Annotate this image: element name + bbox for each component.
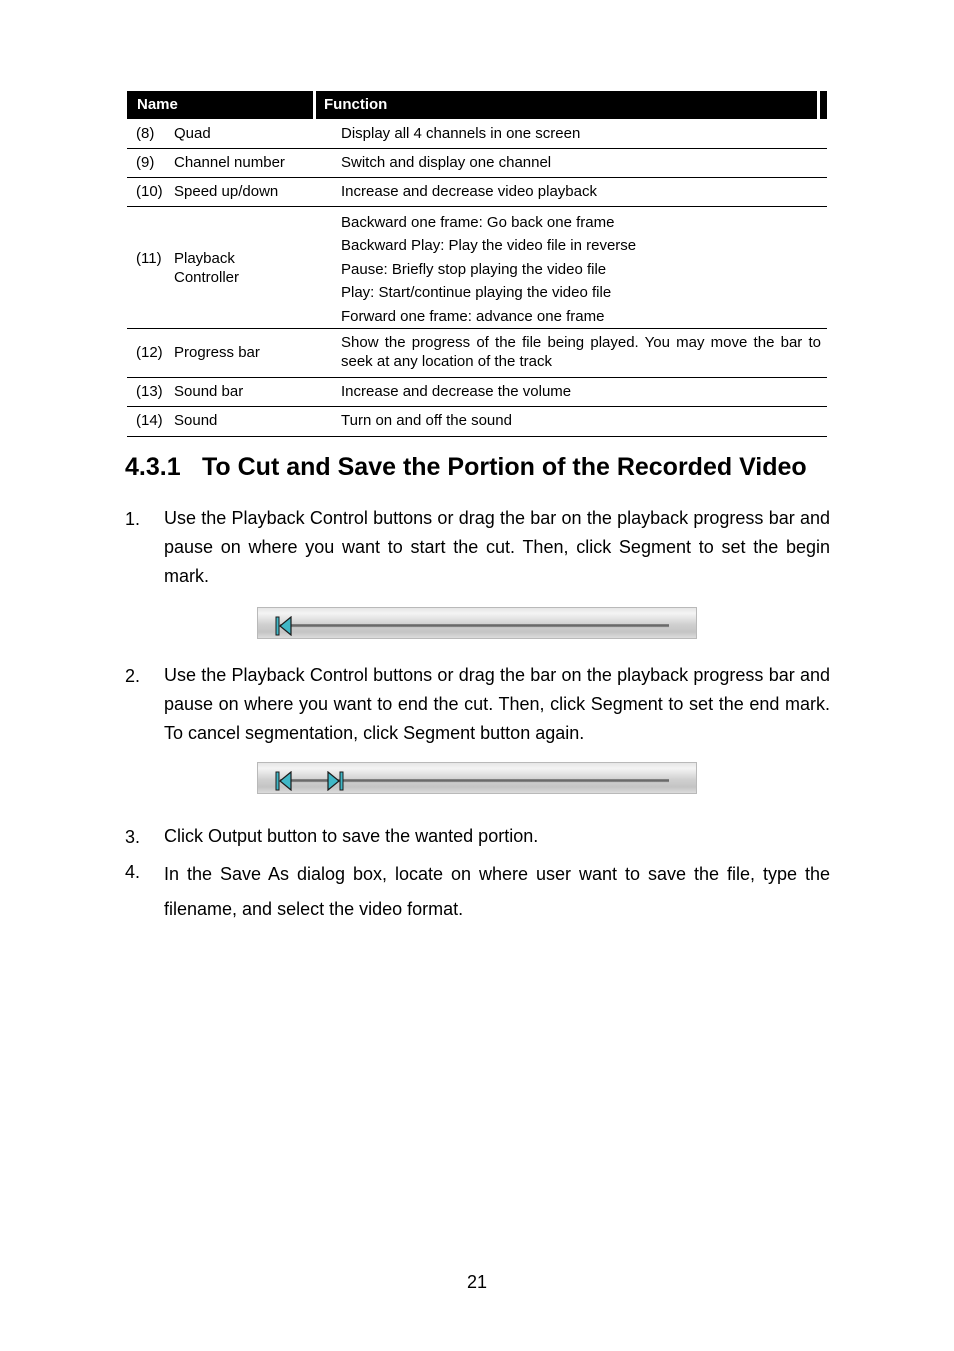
row-function: Increase and decrease video playback (341, 183, 597, 200)
function-line: Play: Start/continue playing the video file (341, 284, 612, 302)
step-number: 3. (125, 827, 141, 847)
row-function: Increase and decrease the volume (341, 383, 572, 400)
function-line: Backward Play: Play the video file in reverse (341, 237, 637, 255)
row-number: (10) (136, 183, 163, 200)
row-name: Sound bar (174, 383, 244, 400)
progress-track (280, 624, 669, 628)
row-name-line: Playback (174, 250, 235, 267)
section-title: To Cut and Save the Portion of the Recorded Video (202, 453, 807, 481)
function-line: Backward one frame: Go back one frame (341, 214, 615, 231)
row-number: (13) (136, 383, 163, 400)
table-row (127, 119, 827, 149)
step-text: Use the Playback Control buttons or drag the bar on the playback progress bar and pause on where you want to start the cut. Then, click Segment to set the begin mark. (164, 508, 830, 586)
header-function: Function (324, 96, 388, 113)
segment-begin-mark-icon (275, 616, 295, 636)
page-number: 21 (466, 1272, 488, 1292)
table-row (127, 207, 827, 329)
row-number: (11) (136, 250, 162, 267)
row-function: Display all 4 channels in one screen (341, 125, 581, 142)
segment-end-mark-icon (325, 771, 345, 791)
step-number: 1. (125, 509, 141, 529)
row-function (341, 211, 821, 328)
header-divider (817, 91, 820, 119)
row-number: (14) (136, 412, 163, 429)
row-name: Quad (174, 125, 211, 142)
step-text: Click Output button to save the wanted portion. (164, 826, 539, 846)
row-name: Progress bar (174, 344, 260, 361)
function-line: Forward one frame: advance one frame (341, 307, 605, 325)
row-function: Switch and display one channel (341, 154, 552, 171)
row-name: Channel number (174, 154, 285, 171)
row-number: (12) (136, 344, 163, 361)
step-number: 4. (125, 862, 141, 882)
step-text: Use the Playback Control buttons or drag the bar on the playback progress bar and pause on where you want to end the cut. Then, click Segment to set the end mark. To cancel segmentation, click Segment button again. (164, 665, 830, 743)
table-row (127, 378, 827, 407)
function-line: Pause: Briefly stop playing the video file (341, 260, 607, 278)
table-row (127, 149, 827, 178)
step-number: 2. (125, 666, 141, 686)
table-header (127, 91, 827, 119)
row-name (174, 249, 324, 287)
header-name: Name (137, 96, 178, 113)
section-heading (125, 453, 807, 482)
function-table (127, 91, 827, 437)
section-number: 4.3.1 (125, 453, 181, 481)
table-row (127, 407, 827, 437)
progress-bar-figure-begin (257, 607, 697, 639)
row-function: Show the progress of the file being played. You may move the bar to seek at any location of the track (341, 334, 821, 370)
segment-begin-mark-icon (275, 771, 295, 791)
table-row (127, 178, 827, 207)
header-divider (313, 91, 316, 119)
row-name: Sound (174, 412, 218, 429)
progress-bar-figure-end (257, 762, 697, 794)
row-number: (9) (136, 154, 155, 171)
row-function: Turn on and off the sound (341, 412, 512, 429)
row-name: Speed up/down (174, 183, 279, 200)
step-text: In the Save As dialog box, locate on where user want to save the file, type the filename, and select the video format. (164, 864, 830, 919)
row-name-line: Controller (174, 269, 240, 286)
table-row (127, 329, 827, 378)
row-number: (8) (136, 125, 155, 142)
